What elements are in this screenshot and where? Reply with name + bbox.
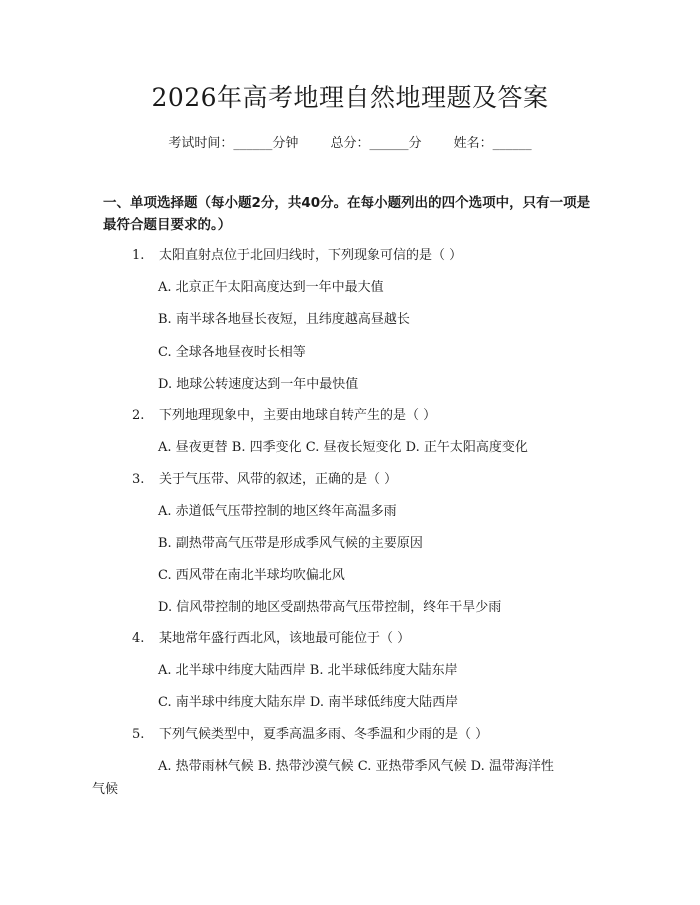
- question-number: 5.: [132, 727, 145, 742]
- total-score-field: 总分：______分: [330, 136, 422, 151]
- page-title: 2026年高考地理自然地理题及答案: [151, 83, 549, 112]
- question-2-options: A. 昼夜更替 B. 四季变化 C. 昼夜长短变化 D. 正午太阳高度变化: [158, 440, 528, 455]
- question-text: 太阳直射点位于北回归线时，下列现象可信的是（ ）: [159, 248, 463, 263]
- question-3-option-c: C. 西风带在南北半球均吹偏北风: [158, 568, 345, 583]
- question-5-options: A. 热带雨林气候 B. 热带沙漠气候 C. 亚热带季风气候 D. 温带海洋性: [158, 759, 554, 774]
- question-2: [132, 404, 436, 423]
- name-field: 姓名：______: [453, 136, 532, 151]
- question-3-option-a: A. 赤道低气压带控制的地区终年高温多雨: [158, 504, 397, 519]
- question-text: 下列气候类型中，夏季高温多雨、冬季温和少雨的是（ ）: [159, 727, 489, 742]
- question-1: [132, 244, 462, 263]
- question-1-option-d: D. 地球公转速度达到一年中最快值: [158, 377, 359, 392]
- question-number: 2.: [132, 408, 145, 423]
- question-1-option-b: B. 南半球各地昼长夜短，且纬度越高昼越长: [158, 312, 410, 327]
- question-3-option-d: D. 信风带控制的地区受副热带高气压带控制，终年干旱少雨: [158, 600, 502, 615]
- question-1-option-a: A. 北京正午太阳高度达到一年中最大值: [158, 280, 384, 295]
- question-text: 关于气压带、风带的叙述，正确的是（ ）: [159, 472, 398, 487]
- question-text: 下列地理现象中，主要由地球自转产生的是（ ）: [159, 408, 437, 423]
- section-heading: 一、单项选择题（每小题2分，共40分。在每小题列出的四个选项中，只有一项是最符合题目要求的。）: [103, 195, 591, 233]
- question-3: [132, 468, 397, 487]
- question-number: 3.: [132, 472, 145, 487]
- exam-time-field: 考试时间：______分钟: [168, 136, 299, 151]
- question-4-options-cd: C. 南半球中纬度大陆东岸 D. 南半球低纬度大陆西岸: [158, 695, 459, 710]
- question-5-options-wrap: 气候: [92, 782, 119, 797]
- question-1-option-c: C. 全球各地昼夜时长相等: [158, 345, 306, 360]
- question-number: 4.: [132, 631, 145, 646]
- exam-meta: [0, 132, 700, 151]
- question-number: 1.: [132, 248, 145, 263]
- question-5: [132, 723, 488, 742]
- question-3-option-b: B. 副热带高气压带是形成季风气候的主要原因: [158, 536, 423, 551]
- question-4: [132, 627, 410, 646]
- question-text: 某地常年盛行西北风，该地最可能位于（ ）: [159, 631, 411, 646]
- question-4-options-ab: A. 北半球中纬度大陆西岸 B. 北半球低纬度大陆东岸: [158, 663, 458, 678]
